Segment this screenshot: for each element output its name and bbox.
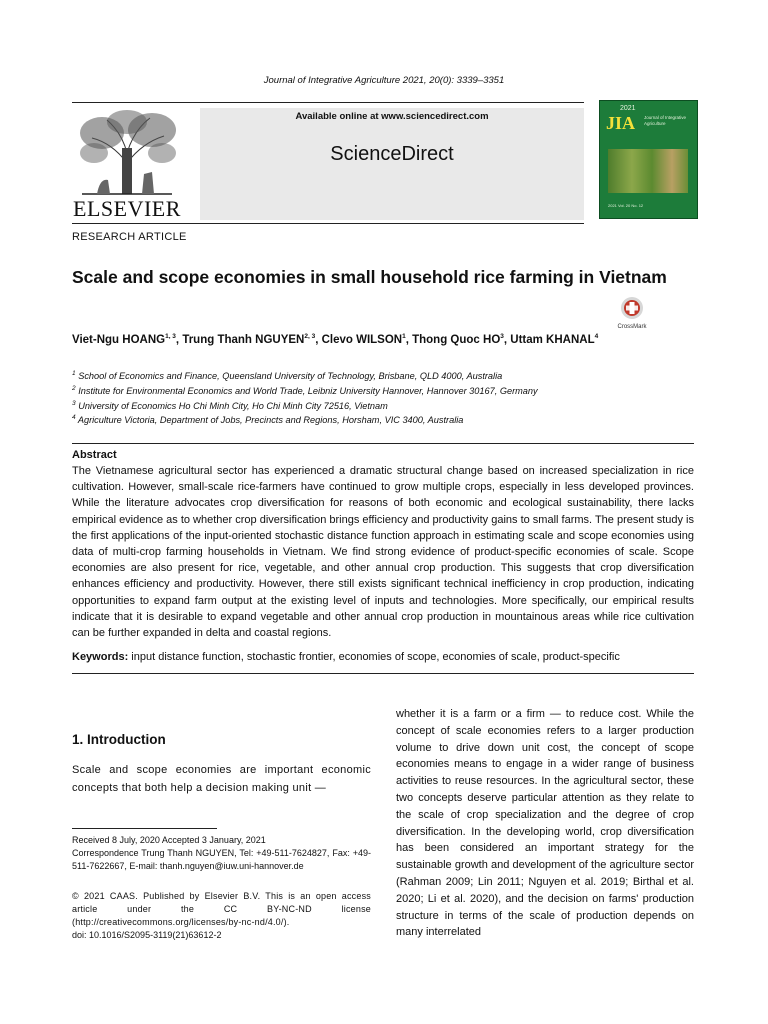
- keywords-text: input distance function, stochastic frontier, economies of scope, economies of scale, product-specific: [128, 651, 620, 663]
- author-name[interactable]: Viet-Ngu HOANG: [72, 333, 166, 346]
- footnote-doi[interactable]: doi: 10.1016/S2095-3119(21)63612-2: [72, 930, 222, 940]
- abstract-text: The Vietnamese agricultural sector has experienced a dramatic structural change based on increased specialization in rice cultivation. However, small-scale rice-farmers have continued to grow multiple crops, especially in less developed provinces. While the literature advocates crop diversification for reasons of both economic and ecological sustainability, there lacks empirical evidence as to whether crop diversification brings efficiency and productivity gains to small farms. The present study is the first applications of the input-oriented stochastic distance function approach in estimating scale and scope economies using data of multi-crop farming households in Vietnam. We find strong evidence of product-specific economies of scale. Scope economies are also present for rice, vegetable, and other annual crop production. This suggests that crop diversification enhances efficiency and productivity. However, there still exists significant technical inefficiency in crop production, indicating opportunities to expand farm output at the existing level of inputs and technologies. More specifically, our empirical results indicate that it is desirable to expand vegetable and other annual crop production in mountainous areas while rice cultivation can be further expanded in delta and coastal regions.: [72, 465, 694, 640]
- crossmark-label: CrossMark: [617, 324, 647, 330]
- crossmark-icon[interactable]: [617, 296, 647, 330]
- affiliation: $^2$ Institute for Environmental Economics and World Trade, Leibniz University Hannover, Hannover 30167, Germany: [72, 385, 538, 397]
- author-name[interactable]: Clevo WILSON: [321, 333, 403, 346]
- affiliation: $^3$ University of Economics Ho Chi Minh City, Ho Chi Minh City 72516, Vietnam: [72, 400, 388, 412]
- article-title: Scale and scope economies in small household rice farming in Vietnam: [72, 267, 667, 287]
- section-heading-introduction: 1. Introduction: [72, 732, 166, 747]
- available-online-text: Available online at www.sciencedirect.com: [295, 111, 489, 122]
- author-name[interactable]: Trung Thanh NGUYEN: [182, 333, 305, 346]
- article-type: RESEARCH ARTICLE: [72, 231, 187, 243]
- author-name[interactable]: Uttam KHANAL: [510, 333, 595, 346]
- affiliation: $^1$ School of Economics and Finance, Queensland University of Technology, Brisbane, QLD 4000, Australia: [72, 370, 503, 382]
- abstract-heading: Abstract: [72, 449, 117, 461]
- keywords-rule: [72, 673, 694, 674]
- intro-right-column: whether it is a farm or a firm — to reduce cost. While the concept of scale economies refers to a larger production volume to drive down unit cost, the concept of scope economies means to engage in a wider range of business activities to reuse resources. In the agricultural sector, these two concepts deserve particular attention as they relate to the scale of crop specialization and the degree of crop diversification. In the developing world, crop diversification has been considered an important strategy for the sustainable growth and development of the agriculture sector (Rahman 2009; Lin 2011; Nguyen et al. 2019; Birthal et al. 2020; Li et al. 2020), and the decision on farms' production structure in terms of the scale of production depends on many interrelated: [396, 708, 694, 939]
- footnote-rule: [72, 828, 217, 829]
- cover-footer: 2021 Vol. 20 No. 12: [608, 203, 644, 208]
- journal-cover-image: [599, 100, 698, 219]
- header-rule-top: [72, 102, 584, 103]
- author-list: Viet-Ngu HOANG$^{1, 3}$, Trung Thanh NGUYEN$^{2, 3}$, Clevo WILSON$^1$, Thong Quoc $HO^3$, Uttam KHANAL$^4$: [72, 333, 599, 346]
- sciencedirect-title: ScienceDirect: [330, 143, 454, 165]
- author-name[interactable]: Thong Quoc HO: [412, 333, 501, 346]
- intro-left-column: Scale and scope economies are important economic concepts that both help a decision making unit —: [72, 764, 371, 794]
- elsevier-wordmark: ELSEVIER: [73, 196, 181, 221]
- footnote-received: Received 8 July, 2020 Accepted 3 January, 2021: [72, 835, 266, 845]
- footnote-correspondence: Correspondence Trung Thanh NGUYEN, Tel: +49-511-7624827, Fax: +49-511-7622667, E-mail: thanh.nguyen@iuw.uni-hannover.de: [72, 848, 371, 871]
- keywords-label: Keywords:: [72, 651, 129, 663]
- journal-citation: Journal of Integrative Agriculture 2021, 20(0): 3339–3351: [263, 75, 505, 86]
- footnote-copyright: © 2021 CAAS. Published by Elsevier B.V. This is an open access article under the CC BY-NC-ND license (http://creativecommons.org/licenses/by-nc-nd/4.0/).: [72, 891, 371, 927]
- header-rule-bottom: [72, 223, 584, 224]
- keywords: [72, 651, 694, 663]
- cover-year: 2021: [620, 105, 636, 112]
- cover-jia-abbrev: JIA: [606, 113, 636, 133]
- affiliation: $^4$ Agriculture Victoria, Department of Jobs, Precincts and Regions, Horsham, VIC 3400, Australia: [72, 414, 464, 426]
- abstract-rule-top: [72, 443, 694, 444]
- cover-photo: [608, 149, 688, 193]
- cover-subtitle: Journal of Integrative Agriculture: [644, 115, 687, 126]
